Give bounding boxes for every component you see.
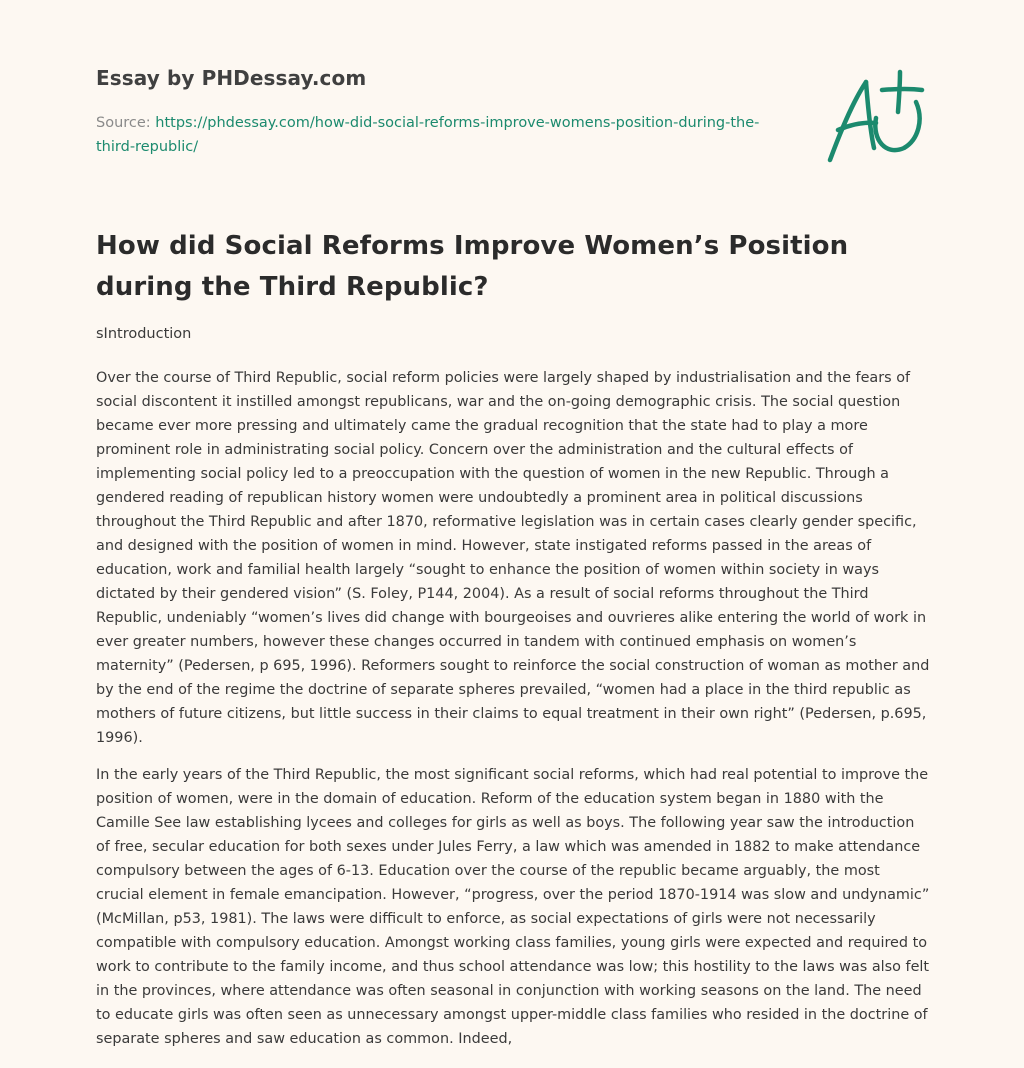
article-title: How did Social Reforms Improve Women’s Position during the Third Republic? xyxy=(96,231,849,302)
source-label: Source: xyxy=(96,115,151,131)
body-paragraph: In the early years of the Third Republic, the most significant social reforms, which had real potential to improve the position of women, were in the domain of education. Reform of the education system began in 1880 with the Camille See law establishing lycees and colleges for girls as well as boys. The following year saw the introduction of free, secular education for both sexes under Jules Ferry, a law which was amended in 1882 to make attendance compulsory between the ages of 6-13. Education over the course of the republic became arguably, the most crucial element in female emancipation. However, “progress, over the period 1870-1914 was slow and undynamic” (McMillan, p53, 1981). The laws were difficult to enforce, as social expectations of girls were not necessarily compatible with compulsory education. Amongst working class families, young girls were expected and required to work to contribute to the family income, and thus school attendance was low; this hostility to the laws was also felt in the provinces, where attendance was often seasonal in conjunction with working seasons on the land. The need to educate girls was often seen as unnecessary amongst upper-middle class families who resided in the doctrine of separate spheres and saw education as common. Indeed, xyxy=(96,767,930,1047)
article-body xyxy=(96,366,931,1064)
site-name: Essay by PHDessay.com xyxy=(96,66,367,90)
a-plus-logo-icon xyxy=(820,68,930,164)
body-paragraph: Over the course of Third Republic, social reform policies were largely shaped by industrialisation and the fears of social discontent it instilled amongst republicans, war and the on-going demographic crisis. The social question became ever more pressing and ultimately came the gradual recognition that the state had to play a more prominent role in administrating social policy. Concern over the administration and the cultural effects of implementing social policy led to a preoccupation with the question of women in the new Republic. Through a gendered reading of republican history women were undoubtedly a prominent area in political discussions throughout the Third Republic and after 1870, reformative legislation was in certain cases clearly gender specific, and designed with the position of women in mind. However, state instigated reforms passed in the areas of education, work and familial health largely “sought to enhance the position of women within society in ways dictated by their gendered vision” (S. Foley, P144, 2004). As a result of social reforms throughout the Third Republic, undeniably “women’s lives did change with bourgeoises and ouvrieres alike entering the world of work in ever greater numbers, however these changes occurred in tandem with continued emphasis on women’s maternity” (Pedersen, p 695, 1996). Reformers sought to reinforce the social construction of woman as mother and by the end of the regime the doctrine of separate spheres prevailed, “women had a place in the third republic as mothers of future citizens, but little success in their claims to equal treatment in their own right” (Pedersen, p.695, 1996). xyxy=(96,370,930,746)
source-line xyxy=(96,111,776,159)
intro-label: sIntroduction xyxy=(96,326,192,342)
source-link[interactable]: https://phdessay.com/how-did-social-reforms-improve-womens-position-during-the-third-republic/ xyxy=(96,115,760,155)
